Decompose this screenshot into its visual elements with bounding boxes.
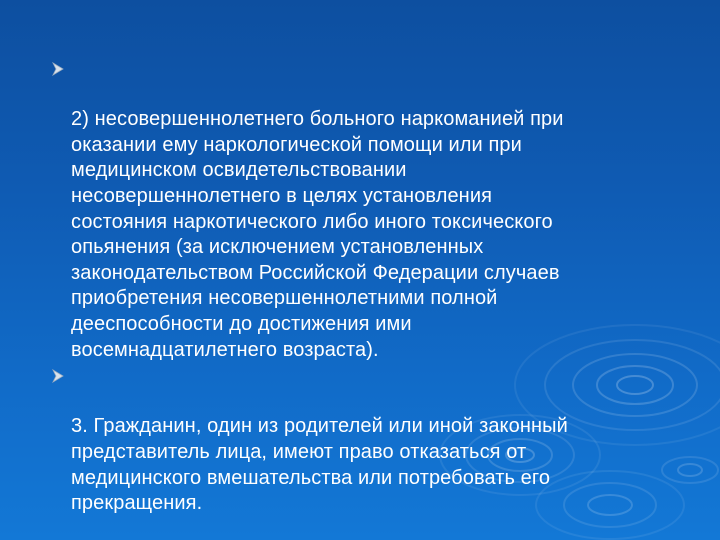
- bullet-item: [52, 56, 692, 363]
- bullet-text: 2) несовершеннолетнего больного наркоманией при оказании ему наркологической помощи или при медицинском освидетельствовании несовершеннолетнего в целях установления состояния наркотического либо иного токсического опьянения (за исключением установленных законодательством Российской Федерации случаев приобретения несовершеннолетними полной дееспособности до достижения ими восемнадцатилетнего возраста).: [71, 108, 564, 361]
- bullet-text: 3. Гражданин, один из родителей или иной законный представитель лица, имеют право отказаться от медицинского вмешательства или потребовать его прекращения.: [71, 415, 568, 515]
- slide-content: [52, 56, 692, 517]
- arrow-bullet-icon: [52, 369, 64, 383]
- bullet-item: [52, 363, 692, 517]
- arrow-bullet-icon: [52, 62, 64, 76]
